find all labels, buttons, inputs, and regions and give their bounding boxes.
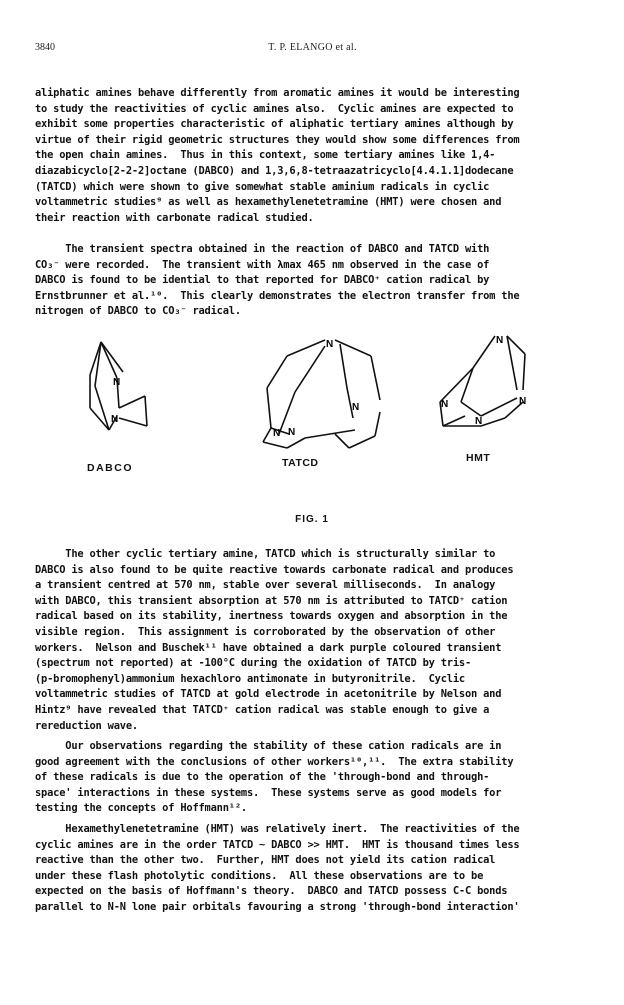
text-line: diazabicyclo[2-2-2]octane (DABCO) and 1,3,6,8-tetraazatricyclo[4.4.1.1]dodecane — [35, 164, 514, 177]
text-line: cyclic amines are in the order TATCD ~ DABCO >> HMT. HMT is thousand times less — [35, 838, 520, 851]
text-line: DABCO is found to be idential to that reported for DABCO⁺ cation radical by — [35, 274, 490, 287]
text-line: good agreement with the conclusions of other workers¹⁰,¹¹. The extra stability — [35, 755, 514, 768]
running-head: T. P. ELANGO et al. — [268, 42, 357, 53]
text-line: testing the concepts of Hoffmann¹². — [35, 802, 247, 815]
text-line: radical based on its stability, inertness towards oxygen and absorption in the — [35, 610, 508, 623]
text-line: with DABCO, this transient absorption at 570 nm is attributed to TATCD⁺ cation — [35, 594, 508, 607]
text-line: parallel to N-N lone pair orbitals favouring a strong 'through-bond interaction' — [35, 900, 520, 913]
paragraph-4 — [35, 739, 592, 817]
figure-caption: FIG. 1 — [295, 514, 329, 525]
text-line: nitrogen of DABCO to CO₃⁻ radical. — [35, 305, 241, 318]
text-line: Ernstbrunner et al.¹⁰. This clearly demonstrates the electron transfer from the — [35, 289, 520, 302]
hmt-label: HMT — [466, 452, 491, 464]
text-line: rereduction wave. — [35, 719, 138, 732]
text-line: exhibit some properties characteristic of aliphatic tertiary amines although by — [35, 118, 514, 131]
text-line: Hexamethylenetetramine (HMT) was relatively inert. The reactivities of the — [35, 823, 520, 835]
paragraph-2 — [35, 242, 592, 320]
text-line: DABCO is also found to be quite reactive towards carbonate radical and produces — [35, 563, 514, 576]
tatcd-atom-n1: N — [326, 339, 334, 350]
dabco-atom-n2: N — [111, 414, 119, 425]
dabco-label: DABCO — [87, 462, 133, 474]
text-line: visible region. This assignment is corroborated by the observation of other — [35, 625, 496, 638]
hmt-atom-n2: N — [441, 399, 449, 410]
text-line: under these flash photolytic conditions. All these observations are to be — [35, 869, 484, 882]
paragraph-1 — [35, 86, 592, 226]
text-line: (spectrum not reported) at -100°C during the oxidation of TATCD by tris- — [35, 657, 472, 670]
hmt-atom-n1: N — [496, 335, 504, 346]
text-line: of these radicals is due to the operation of the 'through-bond and through- — [35, 771, 490, 784]
tatcd-atom-n2: N — [273, 428, 281, 439]
text-line: voltammetric studies of TATCD at gold electrode in acetonitrile by Nelson and — [35, 688, 502, 701]
tatcd-atom-n4: N — [288, 427, 296, 438]
text-line: reactive than the other two. Further, HMT does not yield its cation radical — [35, 854, 496, 867]
tatcd-atom-n3: N — [352, 402, 360, 413]
text-line: Hintz⁹ have revealed that TATCD⁺ cation radical was stable enough to give a — [35, 703, 490, 716]
text-line: workers. Nelson and Buschek¹¹ have obtained a dark purple coloured transient — [35, 641, 502, 654]
text-line: space' interactions in these systems. These systems serve as good models for — [35, 786, 502, 799]
page-header — [35, 42, 590, 56]
text-line: The transient spectra obtained in the reaction of DABCO and TATCD with — [35, 243, 490, 255]
text-line: aliphatic amines behave differently from aromatic amines it would be interesting — [35, 87, 520, 99]
text-line: virtue of their rigid geometric structures they would show some differences from — [35, 133, 520, 146]
hmt-atom-n4: N — [475, 416, 483, 427]
tatcd-structure — [263, 340, 380, 448]
text-line: The other cyclic tertiary amine, TATCD which is structurally similar to — [35, 548, 496, 560]
figure-1 — [35, 330, 592, 480]
text-line: voltammetric studies⁹ as well as hexamethylenetetramine (HMT) were chosen and — [35, 196, 502, 209]
page-number: 3840 — [35, 42, 55, 53]
paragraph-3 — [35, 547, 592, 734]
text-line: their reaction with carbonate radical studied. — [35, 211, 314, 224]
hmt-structure — [440, 336, 525, 426]
text-line: (TATCD) which were shown to give somewhat stable aminium radicals in cyclic — [35, 180, 490, 193]
text-line: expected on the basis of Hoffmann's theory. DABCO and TATCD possess C-C bonds — [35, 885, 508, 898]
text-line: a transient centred at 570 nm, stable over several milliseconds. In analogy — [35, 579, 496, 592]
text-line: (p-bromophenyl)ammonium hexachloro antimonate in butyronitrile. Cyclic — [35, 672, 465, 685]
text-line: CO₃⁻ were recorded. The transient with λmax 465 nm observed in the case of — [35, 258, 490, 271]
text-line: the open chain amines. Thus in this context, some tertiary amines like 1,4- — [35, 149, 496, 162]
hmt-atom-n3: N — [519, 396, 527, 407]
text-line: Our observations regarding the stability of these cation radicals are in — [35, 740, 502, 752]
text-line: to study the reactivities of cyclic amines also. Cyclic amines are expected to — [35, 102, 514, 115]
dabco-atom-n1: N — [113, 377, 121, 388]
tatcd-label: TATCD — [282, 457, 319, 469]
paragraph-5 — [35, 822, 592, 916]
